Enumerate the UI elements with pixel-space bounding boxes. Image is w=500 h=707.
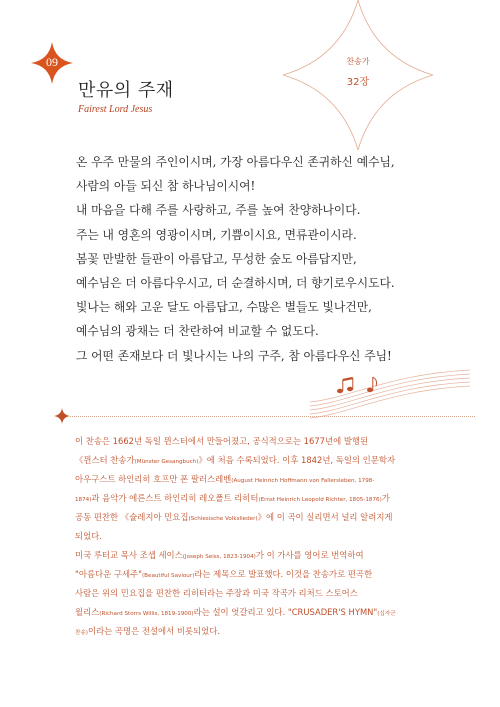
note-line <box>75 584 470 603</box>
page-title: 만유의 주재 <box>78 80 174 101</box>
note-citation: (십자군 <box>377 611 396 617</box>
hymn-label: 찬송가 <box>346 57 370 66</box>
note-text: 《뮌스터 찬송가 <box>75 455 135 465</box>
lyric-line: 예수님은 더 아름다우시고, 더 순결하시며, 더 향기로우시도다. <box>76 275 395 290</box>
note-line <box>75 603 470 622</box>
lyric-line: 온 우주 만물의 주인이시며, 가장 아름다우신 존귀하신 예수님, <box>76 155 395 169</box>
section-divider <box>70 416 475 417</box>
lyric-line: 주는 내 영혼의 영광이시며, 기쁨이시요, 면류관이시라. <box>76 227 357 242</box>
note-text: 》에 이 곡이 실리면서 널리 알려지게 <box>257 512 393 522</box>
note-text: 윌리스 <box>75 607 100 617</box>
note-citation: (August Heinrich Hoffmann von Fallersleben, 1798- <box>231 478 375 484</box>
note-citation: (Schlesische Volkslieder) <box>188 516 258 522</box>
page-subtitle: Fairest Lord Jesus <box>78 104 153 115</box>
note-line <box>75 527 470 546</box>
lyric-line: 예수님의 광채는 더 찬란하여 비교할 수 없도다. <box>76 324 319 339</box>
note-text: 》에 처음 수록되었다. 이후 1842년, 독일의 인문학자 <box>198 455 396 465</box>
note-citation: (Münster Gesangbuch) <box>134 459 199 465</box>
lyric-line: 빛나는 해와 고운 달도 아름답고, 수많은 별들도 빛나건만, <box>76 300 372 315</box>
note-text: 사람은 위의 민요집을 편찬한 리히터라는 주장과 미국 작곡가 리처드 스토어스 <box>75 588 358 598</box>
lyric-line: 그 어떤 존재보다 더 빛나시는 나의 구주, 참 아름다우신 주님! <box>76 348 392 363</box>
note-text: 가 이 가사를 영어로 번역하여 <box>255 550 364 560</box>
note-citation: (Richard Storrs Willis, 1819-1900) <box>99 611 194 617</box>
lyrics-block <box>76 150 476 368</box>
note-line <box>75 622 470 641</box>
note-text: 되었다. <box>75 531 102 541</box>
note-line <box>75 451 470 470</box>
lyric-line: 사람의 아들 되신 참 하나님이시여! <box>76 179 256 194</box>
note-text: 아우구스트 하인리히 호프만 폰 팔러스레벤 <box>75 474 232 484</box>
note-line <box>75 470 470 489</box>
hymn-notes <box>75 432 470 641</box>
note-text: 이라는 곡명은 전설에서 비롯되었다. <box>88 626 221 636</box>
sparkle-icon <box>54 408 70 424</box>
note-line <box>75 565 470 584</box>
note-text: 라는 설이 엇갈리고 있다. "CRUSADER'S HYMN" <box>193 607 378 617</box>
note-text: 공동 편찬한 《슐레지아 민요집 <box>75 512 189 522</box>
music-staff-icon <box>310 360 470 420</box>
note-line <box>75 489 470 508</box>
note-text: 라는 제목으로 발표했다. 이것을 찬송가로 편곡한 <box>194 569 373 579</box>
note-citation: 1874) <box>75 497 92 503</box>
chapter-badge <box>31 42 73 84</box>
chapter-number: 09 <box>46 55 58 69</box>
note-citation: 찬송) <box>75 630 88 636</box>
hymn-number: 32장 <box>346 77 370 88</box>
note-citation: (Beautiful Saviour) <box>142 573 195 579</box>
note-line <box>75 432 470 451</box>
note-line <box>75 508 470 527</box>
note-text: "아름다운 구세주" <box>75 569 142 579</box>
note-text: 가 <box>381 493 390 503</box>
note-citation: (Ernst Heinrich Leopold Richter, 1805-1876) <box>258 497 382 503</box>
note-text: 미국 루터교 목사 조셉 세이스 <box>75 550 183 560</box>
note-text: 과 음악가 에른스트 하인리히 레오폴트 리히터 <box>91 493 259 503</box>
lyric-line: 내 마음을 다해 주를 사랑하고, 주를 높여 찬양하나이다. <box>76 203 361 218</box>
lyric-line: 봄꽃 만발한 들판이 아름답고, 무성한 숲도 아름답지만, <box>76 251 357 266</box>
note-line <box>75 546 470 565</box>
note-text: 이 찬송은 1662년 독일 뮌스터에서 만들어졌고, 공식적으로는 1677년에 발행된 <box>75 436 369 446</box>
music-note-icon <box>337 377 377 393</box>
note-citation: (Joseph Seiss, 1823-1904) <box>182 554 256 560</box>
